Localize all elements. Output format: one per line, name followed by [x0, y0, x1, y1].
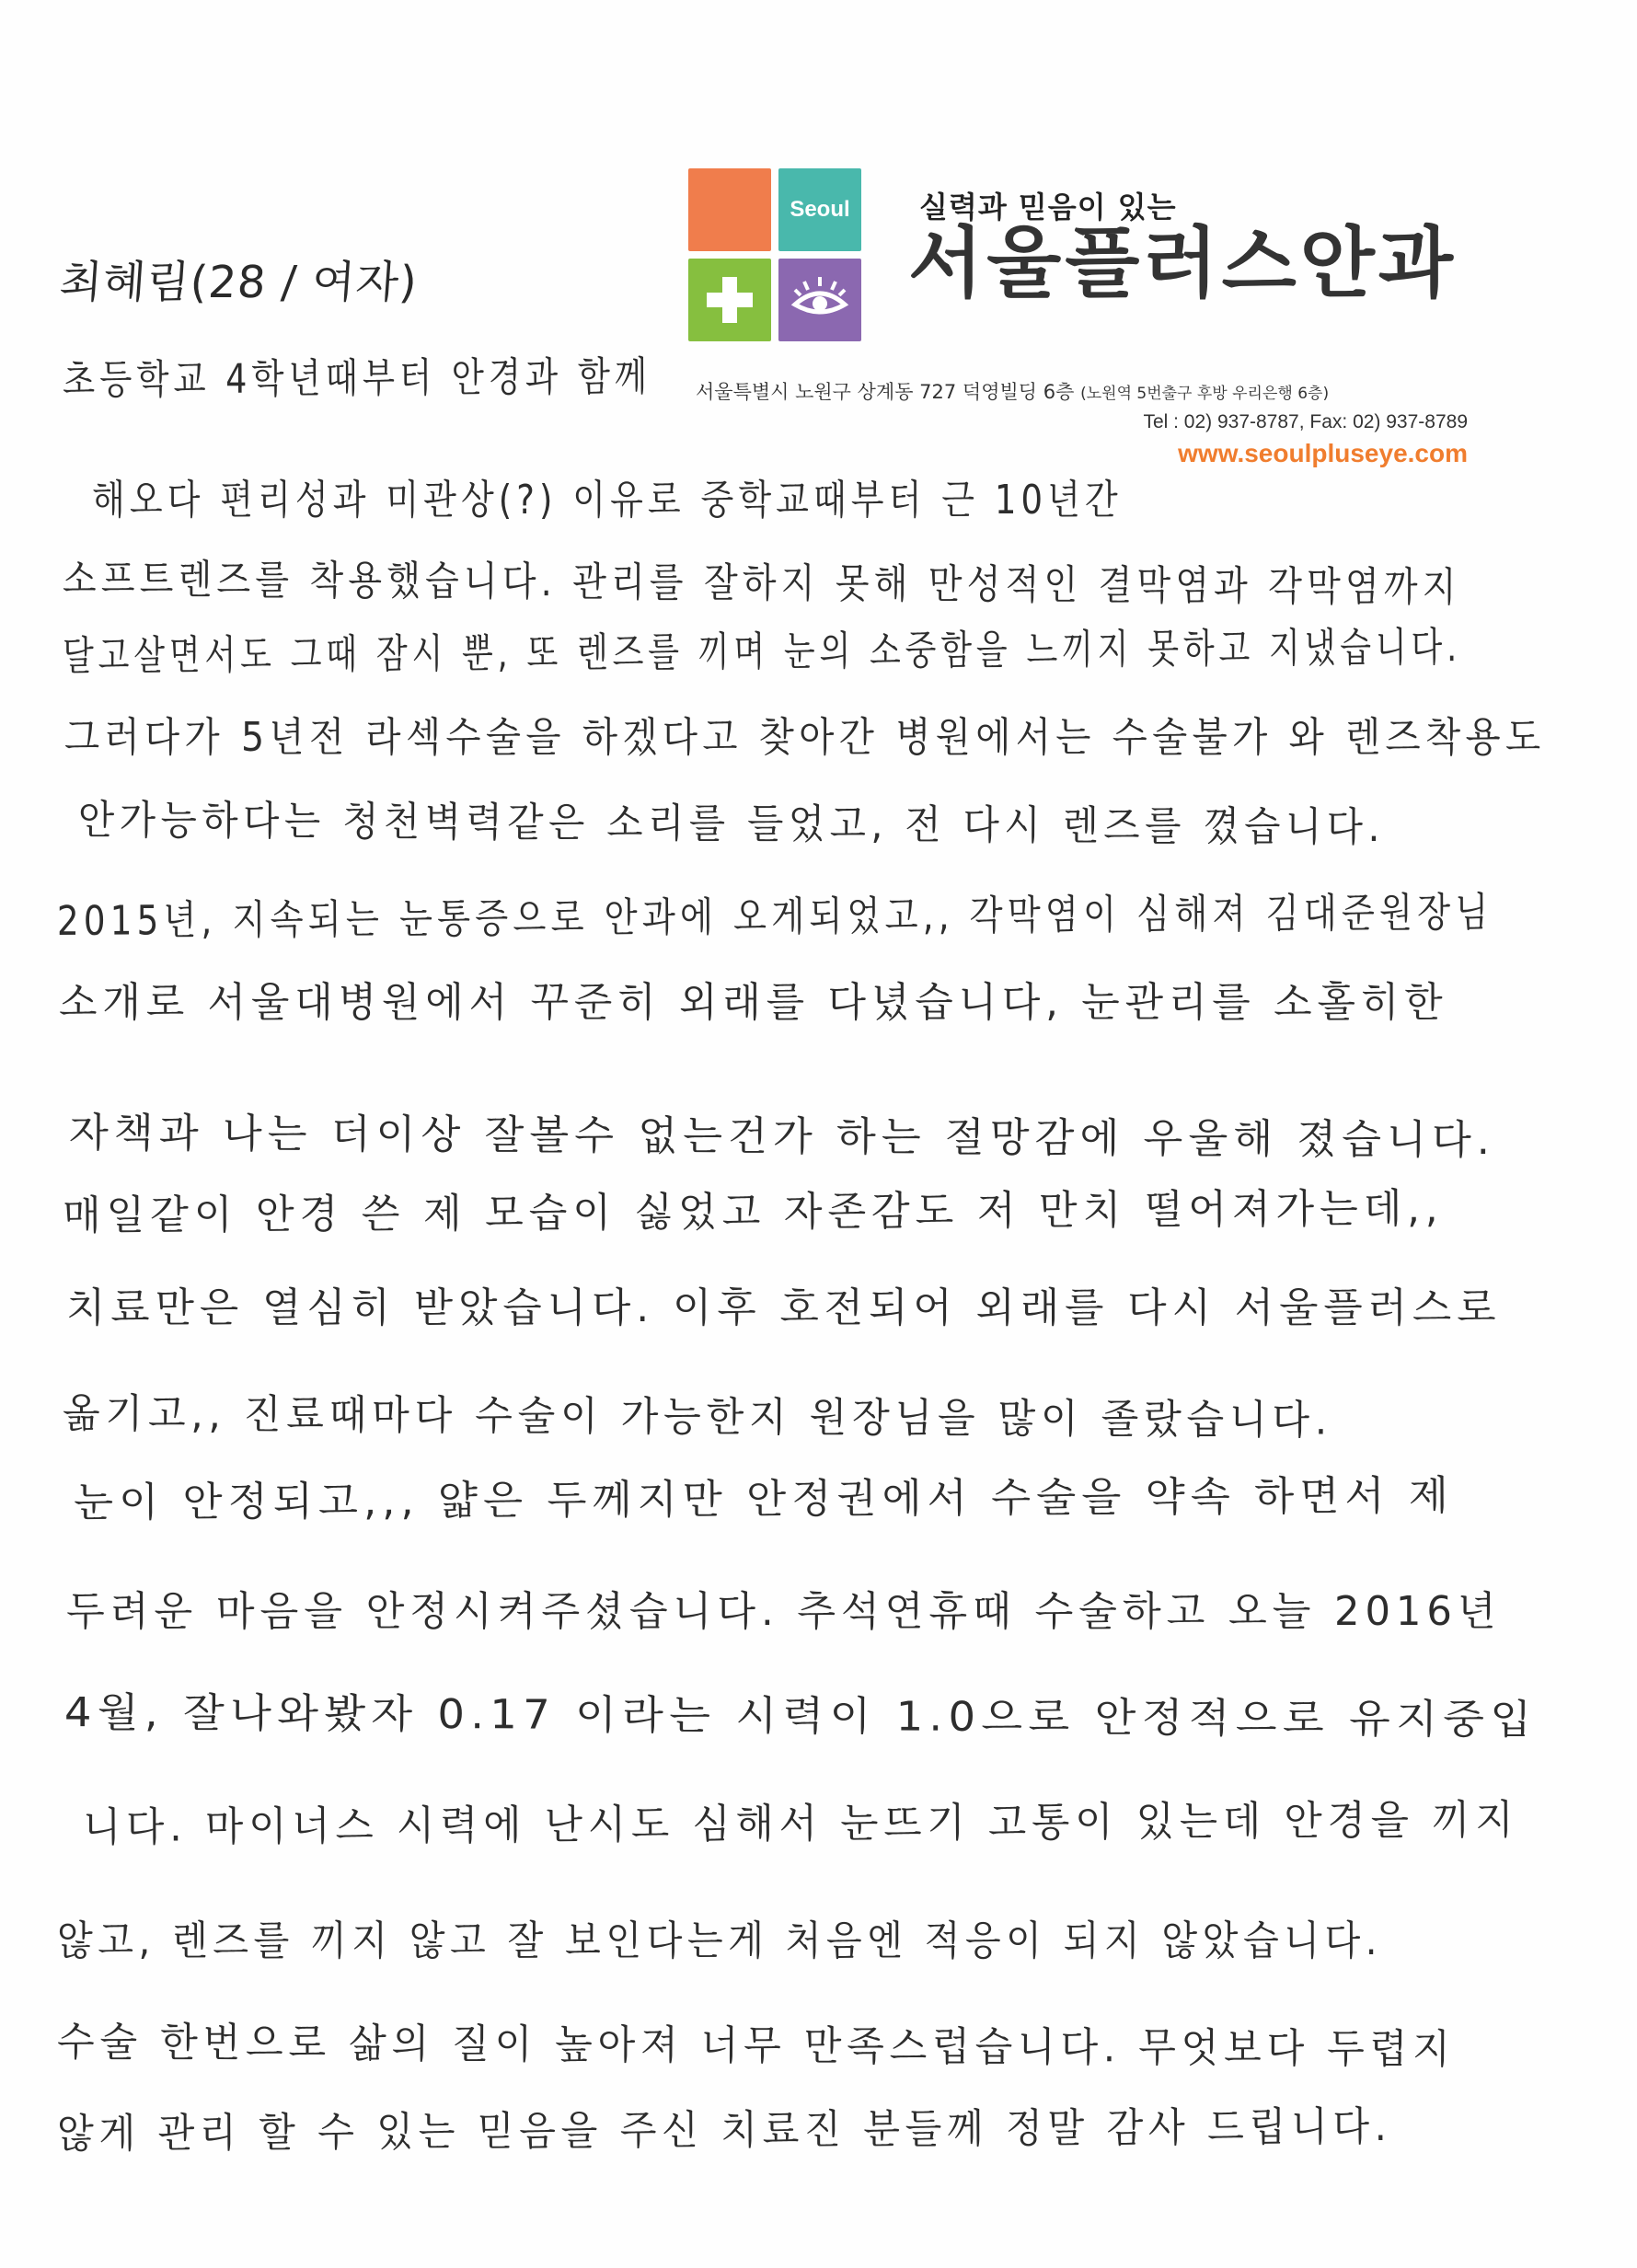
- clinic-website: www.seoulpluseye.com: [1178, 439, 1468, 467]
- letter-line: 매일같이 안경 쓴 제 모습이 싫었고 자존감도 저 만치 떨어져가는데,,: [62, 1184, 1444, 1239]
- letter-line: 초등학교 4학년때부터 안경과 함께: [62, 352, 652, 404]
- letter-line: 치료만은 열심히 받았습니다. 이후 호전되어 외래를 다시 서울플러스로: [66, 1284, 1502, 1331]
- logo-text: Seoul: [790, 197, 850, 222]
- letter-line: 수술 한번으로 삶의 질이 높아져 너무 만족스럽습니다. 무엇보다 두렵지: [56, 2019, 1456, 2074]
- eye-icon: [778, 259, 861, 341]
- clinic-address: [696, 377, 1329, 405]
- address-note: (노원역 5번출구 후방 우리은행 6층): [1080, 385, 1330, 403]
- clinic-logo: [688, 168, 863, 339]
- letter-line: 니다. 마이너스 시력에 난시도 심해서 눈뜨기 고통이 있는데 안경을 끼지: [82, 1796, 1519, 1851]
- letter-line: 않고, 렌즈를 끼지 않고 잘 보인다는게 처음엔 적응이 되지 않았습니다.: [57, 1917, 1382, 1964]
- letter-line: 그러다가 5년전 라섹수술을 하겠다고 찾아간 병원에서는 수술불가 와 렌즈착용도: [64, 714, 1546, 761]
- plus-icon: [688, 259, 771, 341]
- letter-line: 안가능하다는 청천벽력같은 소리를 들었고, 전 다시 렌즈를 꼈습니다.: [77, 797, 1386, 852]
- letter-line: 자책과 나는 더이상 잘볼수 없는건가 하는 절망감에 우울해 졌습니다.: [68, 1110, 1496, 1165]
- letter-line: 소개로 서울대병원에서 꾸준히 외래를 다녔습니다, 눈관리를 소홀히한: [59, 979, 1448, 1026]
- letter-line: 2015년, 지속되는 눈통증으로 안과에 오게되었고,, 각막염이 심해져 김대준원장님: [56, 889, 1493, 945]
- letter-line: 눈이 안정되고,,, 얇은 두께지만 안정권에서 수술을 약속 하면서 제: [73, 1472, 1455, 1526]
- logo-eye-square: [778, 259, 861, 341]
- logo-plus-square: [688, 259, 771, 341]
- letter-line: 소프트렌즈를 착용했습니다. 관리를 잘하지 못해 만성적인 결막염과 각막염까지: [62, 556, 1461, 612]
- logo-orange-square: [688, 168, 771, 251]
- writer-name: 최혜림(28 / 여자): [57, 257, 420, 308]
- letter-line: 해오다 편리성과 미관상(?) 이유로 중학교때부터 근 10년간: [92, 477, 1123, 524]
- letter-line: 4월, 잘나와봤자 0.17 이라는 시력이 1.0으로 안정적으로 유지중입: [63, 1689, 1538, 1744]
- letter-line: 않게 관리 할 수 있는 믿음을 주신 치료진 분들께 정말 감사 드립니다.: [56, 2102, 1392, 2158]
- clinic-tagline: 실력과 믿음이 있는: [919, 190, 1177, 224]
- address-main: 서울특별시 노원구 상계동 727 덕영빌딩 6층: [696, 381, 1075, 403]
- letter-line: 달고살면서도 그때 잠시 뿐, 또 렌즈를 끼며 눈의 소중함을 느끼지 못하고 지냈습니다.: [62, 624, 1462, 680]
- clinic-name: 서울플러스안과: [908, 218, 1458, 308]
- letter-line: 옮기고,, 진료때마다 수술이 가능한지 원장님을 많이 졸랐습니다.: [62, 1390, 1333, 1445]
- clinic-contact: Tel : 02) 937-8787, Fax: 02) 937-8789: [1143, 411, 1468, 432]
- letter-line: 두려운 마음을 안정시켜주셨습니다. 추석연휴때 수술하고 오늘 2016년: [66, 1588, 1502, 1635]
- logo-seoul-square: [778, 168, 861, 251]
